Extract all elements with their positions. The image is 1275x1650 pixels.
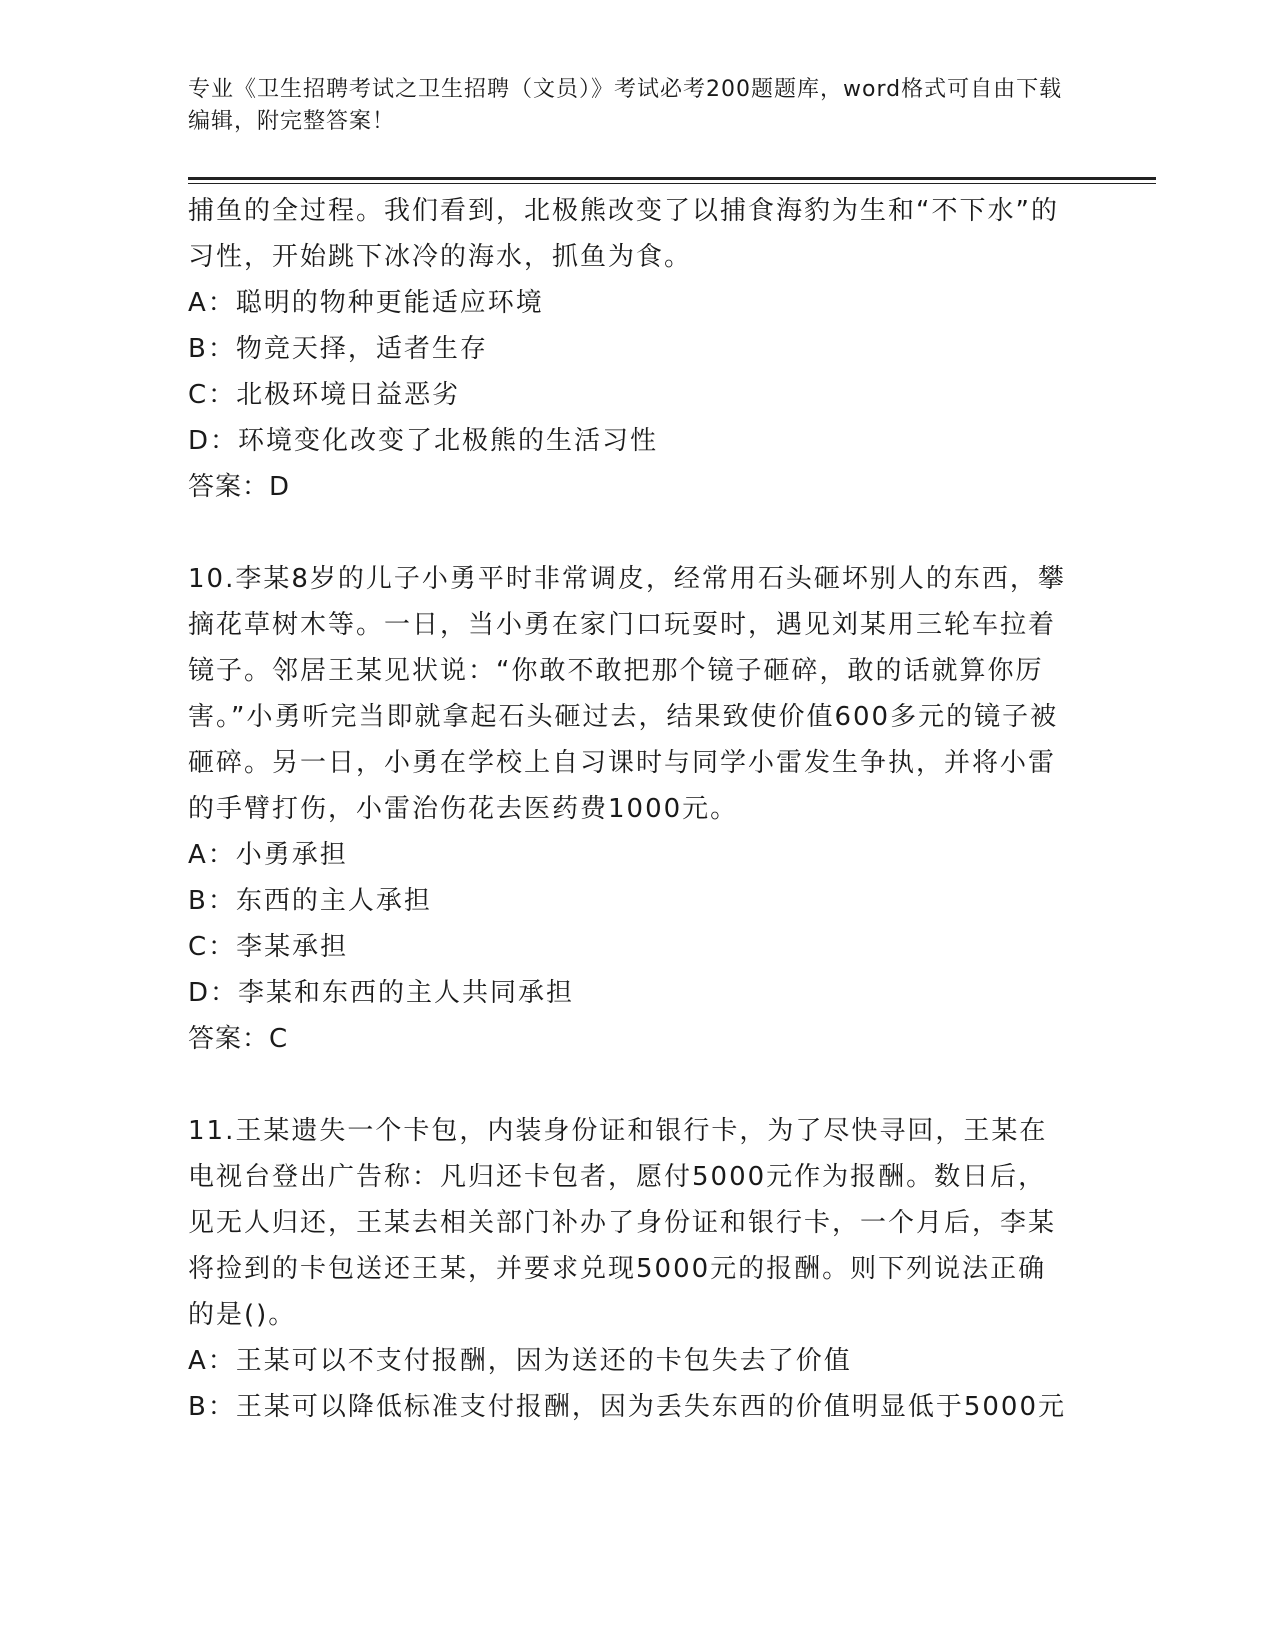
document-body	[188, 188, 1068, 1430]
question-11-stem: 11.王某遗失一个卡包，内装身份证和银行卡，为了尽快寻回，王某在电视台登出广告称：凡归还卡包者，愿付5000元作为报酬。数日后，见无人归还，王某去相关部门补办了身份证和银行卡，一个月后，李某将捡到的卡包送还王某，并要求兑现5000元的报酬。则下列说法正确的是()。	[188, 1116, 1057, 1330]
question-9	[188, 188, 1068, 510]
question-9-option-c: C：北极环境日益恶劣	[188, 380, 461, 410]
question-10-stem: 10.李某8岁的儿子小勇平时非常调皮，经常用石头砸坏别人的东西，攀摘花草树木等。一日，当小勇在家门口玩耍时，遇见刘某用三轮车拉着镜子。邻居王某见状说：“你敢不敢把那个镜子砸碎，敢的话就算你厉害。”小勇听完当即就拿起石头砸过去，结果致使价值600多元的镜子被砸碎。另一日，小勇在学校上自习课时与同学小雷发生争执，并将小雷的手臂打伤，小雷治伤花去医药费1000元。	[188, 564, 1066, 824]
question-10-answer: 答案：C	[188, 1024, 289, 1054]
header-divider-thick	[188, 177, 1156, 180]
header-title: 专业《卫生招聘考试之卫生招聘（文员）》考试必考200题题库，word格式可自由下载编辑，附完整答案！	[188, 77, 1063, 134]
header-divider-thin	[188, 183, 1156, 184]
question-10-option-c: C：李某承担	[188, 932, 349, 962]
spacer	[188, 1062, 1068, 1108]
question-11-option-a: A：王某可以不支付报酬，因为送还的卡包失去了价值	[188, 1346, 852, 1376]
question-9-answer: 答案：D	[188, 472, 291, 502]
question-9-option-a: A：聪明的物种更能适应环境	[188, 288, 544, 318]
question-11	[188, 1108, 1068, 1430]
question-9-stem: 捕鱼的全过程。我们看到，北极熊改变了以捕食海豹为生和“不下水”的习性，开始跳下冰冷的海水，抓鱼为食。	[188, 196, 1059, 272]
question-10	[188, 556, 1068, 1062]
question-9-option-b: B：物竞天择，适者生存	[188, 334, 488, 364]
question-10-option-d: D：李某和东西的主人共同承担	[188, 978, 575, 1008]
document-header	[188, 74, 1068, 138]
spacer	[188, 510, 1068, 556]
question-10-option-a: A：小勇承担	[188, 840, 348, 870]
question-11-option-b: B：王某可以降低标准支付报酬，因为丢失东西的价值明显低于5000元	[188, 1392, 1067, 1422]
question-10-option-b: B：东西的主人承担	[188, 886, 432, 916]
question-9-option-d: D：环境变化改变了北极熊的生活习性	[188, 426, 659, 456]
